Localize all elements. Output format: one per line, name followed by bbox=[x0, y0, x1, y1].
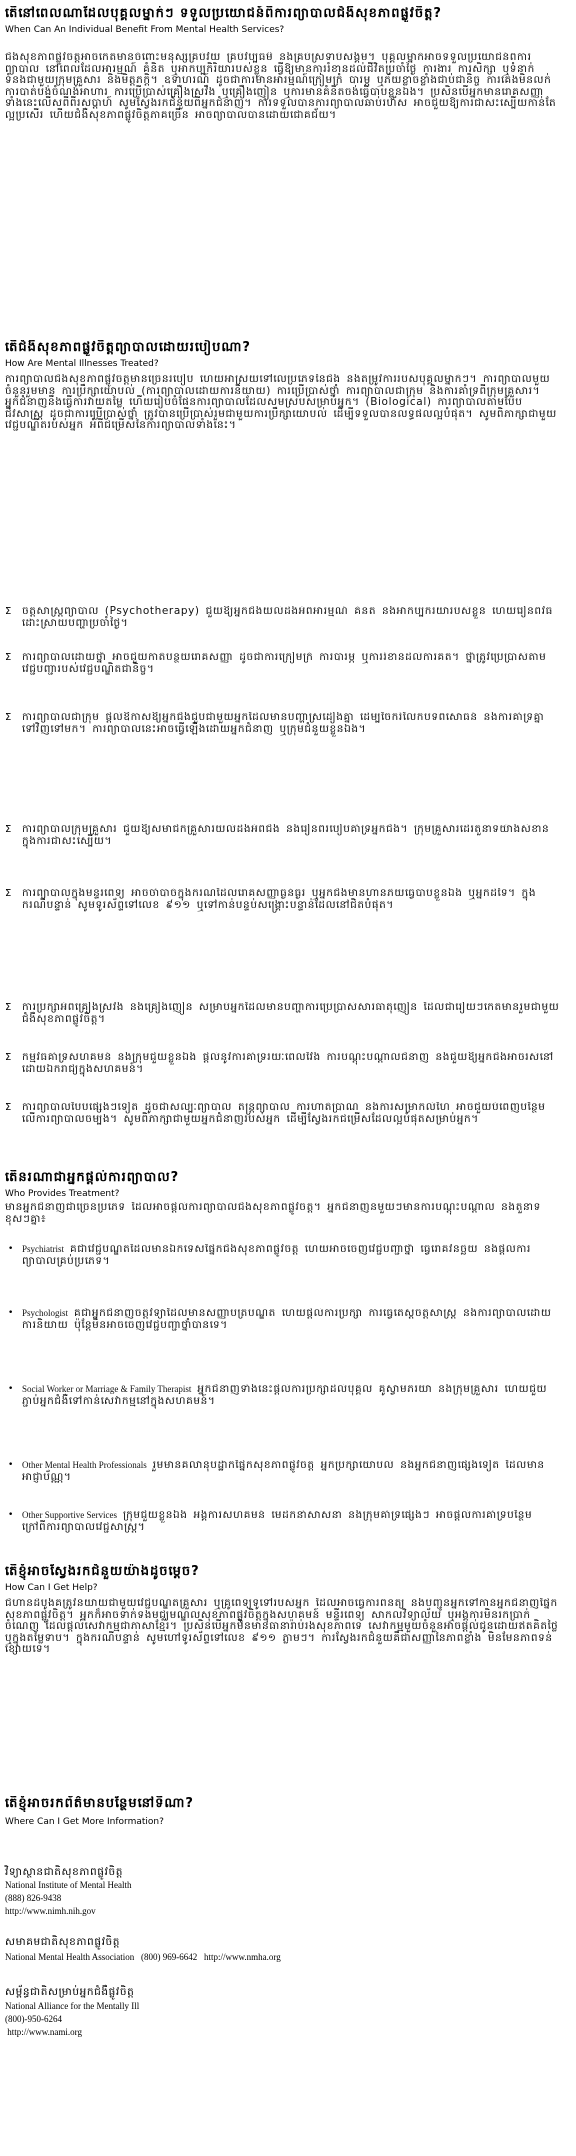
org-name-en: National Institute of Mental Health bbox=[5, 1880, 132, 1890]
provider-description: ក្រុមជួយខ្លួនឯង អង្គការសហគមន៍ មេដឹកនាំសាសនា និងក្រុមគាំទ្រផ្សេងៗ អាចផ្តល់ការគាំទ្របន្ថែម ក្រៅពីការព្យាបាលវេជ្ជសាស្ត្រ។ bbox=[22, 1510, 533, 1533]
bullet-dot: • bbox=[8, 1244, 14, 1254]
bullet-marker: Σ bbox=[5, 1002, 12, 1013]
bullet-marker: Σ bbox=[5, 712, 12, 723]
section-intro-who: មានអ្នកជំនាញជាច្រើនប្រភេទ ដែលអាចផ្តល់ការព្យាបាលជំងឺសុខភាពផ្លូវចិត្ត។ អ្នកជំនាញនីមួយៗមានការបណ្តុះបណ្តាល និងតួនាទីខុសៗគ្នា៖ bbox=[5, 1202, 541, 1225]
provider-name: Other Supportive Services bbox=[22, 1510, 117, 1520]
section-title-info-en: Where Can I Get More Information? bbox=[5, 1817, 164, 1827]
section-title-when-kh: តើនៅពេលណាដែលបុគ្គលម្នាក់ៗ ទទួលប្រយោជន៍ពីការព្យាបាលជំងឺសុខភាពផ្លូវចិត្ត? bbox=[5, 6, 442, 21]
bullet-dot: • bbox=[8, 1308, 14, 1318]
bullet-marker: Σ bbox=[5, 606, 12, 617]
section-body-help: ជំហានដំបូងគឺត្រូវនិយាយជាមួយវេជ្ជបណ្ឌិតគ្រួសារ ឬគ្រូពេទ្យទូទៅរបស់អ្នក ដែលអាចធ្វើការពិនិត្យ និងបញ្ជូនអ្នកទៅកាន់អ្នកជំនាញផ្នែកសុខភាពផ្លូវចិត្ត។ អ្នកក៏អាចទាក់ទងមជ្ឈមណ្ឌលសុខភាពផ្លូវចិត្តក្នុងសហគមន៍ មន្ទីរពេទ្យ សាកលវិទ្យាល័យ ឬអង្គការមិនរកប្រាក់ចំណេញ ដែលផ្តល់សេវាកម្មជាភាសាខ្មែរ។ ប្រសិនបើអ្នកមិនមានធានារ៉ាប់រងសុខភាពទេ សេវាកម្មមួយចំនួនអាចផ្តល់ជូនដោយឥតគិតថ្លៃ ឬក្នុងតម្លៃទាប។ ក្នុងករណីបន្ទាន់ សូមហៅទូរស័ព្ទទៅលេខ ៩១១ ភ្លាមៗ។ ការស្វែងរកជំនួយគឺជាសញ្ញានៃភាពខ្លាំង មិនមែនភាពទន់ខ្សោយទេ។ bbox=[5, 1598, 559, 1655]
treatment-item-text: ការព្យាបាលដោយថ្នាំ អាចជួយកាត់បន្ថយរោគសញ្ញា ដូចជាការក្រៀមក្រំ ការបារម្ភ ឬការរំខានដល់ការគិត។ ថ្នាំត្រូវប្រើប្រាស់តាមវេជ្ជបញ្ជារបស់វេជ្ជបណ្ឌិតជានិច្ច។ bbox=[22, 652, 547, 675]
section-title-help-kh: តើខ្ញុំអាចស្វែងរកជំនួយយ៉ាងដូចម្តេច? bbox=[5, 1564, 200, 1579]
section-title-treated-en: How Are Mental Illnesses Treated? bbox=[5, 359, 159, 369]
provider-name: Psychiatrist bbox=[22, 1244, 64, 1254]
org-name-en: National Alliance for the Mentally Ill bbox=[5, 2001, 140, 2011]
provider-name: Social Worker or Marriage & Family Therapist bbox=[22, 1384, 192, 1394]
treatment-list-item bbox=[0, 1102, 566, 1160]
org-name-kh: សមាគមជាតិសុខភាពផ្លូវចិត្ត bbox=[5, 1936, 121, 1948]
treatment-list-item bbox=[0, 606, 566, 648]
org-contact-line[interactable]: National Mental Health Association (800) 969-6642 http://www.nmha.org bbox=[5, 1952, 281, 1962]
treatment-item-text: កម្មវិធីគាំទ្រសហគមន៍ និងក្រុមជួយខ្លួនឯង ផ្តល់នូវការគាំទ្ររយៈពេលវែង ការបណ្តុះបណ្តាលជំនាញ និងជួយឱ្យអ្នកជំងឺអាចរស់នៅដោយឯករាជ្យក្នុងសហគមន៍។ bbox=[22, 1052, 554, 1075]
provider-description: រួមមានគិលានុបដ្ឋាកផ្នែកសុខភាពផ្លូវចិត្ត អ្នកប្រឹក្សាយោបល់ និងអ្នកជំនាញផ្សេងទៀត ដែលមានអាជ្ញាប័ណ្ណ។ bbox=[22, 1460, 545, 1483]
treatment-list-item bbox=[0, 652, 566, 708]
org-name-kh: វិទ្យាស្ថានជាតិសុខភាពផ្លូវចិត្ត bbox=[5, 1866, 124, 1878]
treatment-item-text: ការព្យាបាលក្រុមគ្រួសារ ជួយឱ្យសមាជិកគ្រួសារយល់ដឹងអំពីជំងឺ និងរៀនពីរបៀបគាំទ្រអ្នកជំងឺ។ ក្រុមគ្រួសារដើរតួនាទីយ៉ាងសំខាន់ក្នុងការជាសះស្បើយ។ bbox=[22, 824, 550, 847]
provider-item bbox=[0, 1384, 566, 1456]
provider-name: Psychologist bbox=[22, 1308, 69, 1318]
org-website-link[interactable]: http://www.nimh.nih.gov bbox=[5, 1906, 96, 1916]
provider-description: គឺជាវេជ្ជបណ្ឌិតដែលមានឯកទេសផ្នែកជំងឺសុខភាពផ្លូវចិត្ត ហើយអាចចេញវេជ្ជបញ្ជាថ្នាំ ធ្វើរោគវិនិច្ឆ័យ និងផ្តល់ការព្យាបាលគ្រប់ប្រភេទ។ bbox=[22, 1244, 531, 1267]
bullet-marker: Σ bbox=[5, 888, 12, 899]
provider-item bbox=[0, 1460, 566, 1506]
org-phone[interactable]: (800)-950-6264 bbox=[5, 2014, 62, 2024]
provider-description: គឺជាអ្នកជំនាញចិត្តវិទ្យាដែលមានសញ្ញាបត្របណ្ឌិត ហើយផ្តល់ការប្រឹក្សា ការធ្វើតេស្តចិត្តសាស្ត្រ និងការព្យាបាលដោយការនិយាយ ប៉ុន្តែមិនអាចចេញវេជ្ជបញ្ជាថ្នាំបានទេ។ bbox=[22, 1308, 552, 1331]
org-name-kh: សម្ព័ន្ធជាតិសម្រាប់អ្នកជំងឺផ្លូវចិត្ត bbox=[5, 1986, 135, 1998]
provider-item bbox=[0, 1244, 566, 1304]
bullet-dot: • bbox=[8, 1510, 14, 1520]
treatment-item-text: ការព្យាបាលក្នុងមន្ទីរពេទ្យ អាចចាំបាច់ក្នុងករណីដែលរោគសញ្ញាធ្ងន់ធ្ងរ ឬអ្នកជំងឺមានហានិភ័យធ្វើបាបខ្លួនឯង ឬអ្នកដទៃ។ ក្នុងករណីបន្ទាន់ សូមទូរស័ព្ទទៅលេខ ៩១១ ឬទៅកាន់បន្ទប់សង្គ្រោះបន្ទាន់ដែលនៅជិតបំផុត។ bbox=[22, 888, 537, 911]
provider-name: Other Mental Health Professionals bbox=[22, 1460, 147, 1470]
treatment-list-item bbox=[0, 824, 566, 884]
bullet-marker: Σ bbox=[5, 1052, 12, 1063]
section-title-who-kh: តើនរណាជាអ្នកផ្តល់ការព្យាបាល? bbox=[5, 1170, 180, 1185]
section-title-who-en: Who Provides Treatment? bbox=[5, 1189, 120, 1199]
treatment-list-item bbox=[0, 712, 566, 820]
section-title-when-en: When Can An Individual Benefit From Mental Health Services? bbox=[5, 25, 285, 35]
treatment-item-text: ការព្យាបាលបែបផ្សេងៗទៀត ដូចជាសិល្បៈព្យាបាល តន្ត្រីព្យាបាល ការហាត់ប្រាណ និងការសម្រាកលំហែ អាចជួយបំពេញបន្ថែមលើការព្យាបាលចម្បង។ សូមពិភាក្សាជាមួយអ្នកជំនាញរបស់អ្នក ដើម្បីស្វែងរកជម្រើសដែលល្អបំផុតសម្រាប់អ្នក។ bbox=[22, 1102, 546, 1125]
section-title-help-en: How Can I Get Help? bbox=[5, 1583, 98, 1593]
section-body-when: ជំងឺសុខភាពផ្លូវចិត្តអាចកើតមានចំពោះមនុស្សគ្រប់វ័យ គ្រប់វប្បធម៌ និងគ្រប់ស្រទាប់សង្គម។ បុគ្គលម្នាក់អាចទទួលប្រយោជន៍ពីការព្យាបាល នៅពេលដែលអារម្មណ៍ គំនិត ឬអាកប្បកិរិយារបស់ខ្លួន ធ្វើឱ្យមានការរំខានដល់ជីវិតប្រចាំថ្ងៃ ការងារ ការសិក្សា ឬទំនាក់ទំនងជាមួយក្រុមគ្រួសារ និងមិត្តភក្តិ។ ឧទាហរណ៍ ដូចជាការមានអារម្មណ៍ក្រៀមក្រំ បារម្ភ ឬភ័យខ្លាចខ្លាំងជាប់ជានិច្ច ការគេងមិនលក់ ការបាត់បង់ចំណង់អាហារ ការប្រើប្រាស់គ្រឿងស្រវឹង ឬគ្រឿងញៀន ឬការមានគំនិតចង់ធ្វើបាបខ្លួនឯង។ ប្រសិនបើអ្នកមានរោគសញ្ញាទាំងនេះលើសពីពីរសប្តាហ៍ សូមស្វែងរកជំនួយពីអ្នកជំនាញ។ ការទទួលបានការព្យាបាលឆាប់រហ័ស អាចជួយឱ្យការជាសះស្បើយកាន់តែល្អប្រសើរ ហើយជំងឺសុខភាពផ្លូវចិត្តភាគច្រើន អាចព្យាបាលបានដោយជោគជ័យ។ bbox=[5, 52, 557, 121]
org-website-link[interactable]: http://www.nami.org bbox=[5, 2027, 82, 2037]
treatment-list-item bbox=[0, 1002, 566, 1048]
bullet-dot: • bbox=[8, 1460, 14, 1470]
provider-item bbox=[0, 1308, 566, 1380]
treatment-item-text: ការព្យាបាលជាក្រុម ផ្តល់ឱកាសឱ្យអ្នកជំងឺជួបជាមួយអ្នកដែលមានបញ្ហាស្រដៀងគ្នា ដើម្បីចែករំលែកបទពិសោធន៍ និងការគាំទ្រគ្នាទៅវិញទៅមក។ ការព្យាបាលនេះអាចធ្វើឡើងដោយអ្នកជំនាញ ឬក្រុមជំនួយខ្លួនឯង។ bbox=[22, 712, 545, 735]
bullet-dot: • bbox=[8, 1384, 14, 1394]
treatment-item-text: ការប្រឹក្សាអំពីគ្រឿងស្រវឹង និងគ្រឿងញៀន សម្រាប់អ្នកដែលមានបញ្ហាការប្រើប្រាស់សារធាតុញៀន ដែលជារឿយៗកើតមានរួមជាមួយជំងឺសុខភាពផ្លូវចិត្ត។ bbox=[22, 1002, 560, 1025]
section-intro-treated: ការព្យាបាលជំងឺសុខភាពផ្លូវចិត្តមានច្រើនរបៀប ហើយអាស្រ័យទៅលើប្រភេទនៃជំងឺ និងតម្រូវការរបស់បុគ្គលម្នាក់ៗ។ ការព្យាបាលមួយចំនួនរួមមាន ការប្រឹក្សាយោបល់ (ការព្យាបាលដោយការនិយាយ) ការប្រើប្រាស់ថ្នាំ ការព្យាបាលជាក្រុម និងការគាំទ្រពីក្រុមគ្រួសារ។ អ្នកជំនាញនឹងធ្វើការវាយតម្លៃ ហើយរៀបចំផែនការព្យាបាលដែលសមស្របសម្រាប់អ្នក។ (Biological) ការព្យាបាលតាមបែបជីវសាស្ត្រ ដូចជាការប្រើប្រាស់ថ្នាំ ត្រូវបានប្រើប្រាស់រួមជាមួយការប្រឹក្សាយោបល់ ដើម្បីទទួលបានលទ្ធផលល្អបំផុត។ សូមពិភាក្សាជាមួយវេជ្ជបណ្ឌិតរបស់អ្នក អំពីជម្រើសនៃការព្យាបាលទាំងនេះ។ bbox=[5, 374, 557, 431]
bullet-marker: Σ bbox=[5, 824, 12, 835]
bullet-marker: Σ bbox=[5, 1102, 12, 1113]
section-title-info-kh: តើខ្ញុំអាចរកព័ត៌មានបន្ថែមនៅទីណា? bbox=[5, 1796, 194, 1811]
treatment-list-item bbox=[0, 888, 566, 998]
bullet-marker: Σ bbox=[5, 652, 12, 663]
treatment-list-item bbox=[0, 1052, 566, 1098]
org-phone[interactable]: (888) 826-9438 bbox=[5, 1893, 62, 1903]
provider-description: អ្នកជំនាញទាំងនេះផ្តល់ការប្រឹក្សាដល់បុគ្គល គូស្វាមីភរិយា និងក្រុមគ្រួសារ ហើយជួយភ្ជាប់អ្នកជំងឺទៅកាន់សេវាកម្មនៅក្នុងសហគមន៍។ bbox=[22, 1384, 548, 1407]
treatment-item-text: ចិត្តសាស្ត្រព្យាបាល (Psychotherapy) ជួយឱ្យអ្នកជំងឺយល់ដឹងអំពីអារម្មណ៍ គំនិត និងអាកប្បកិរិយារបស់ខ្លួន ហើយរៀនពីវិធីដោះស្រាយបញ្ហាប្រចាំថ្ងៃ។ bbox=[22, 606, 553, 629]
section-title-treated-kh: តើជំងឺសុខភាពផ្លូវចិត្តព្យាបាលដោយរបៀបណា? bbox=[5, 340, 251, 355]
provider-item bbox=[0, 1510, 566, 1556]
